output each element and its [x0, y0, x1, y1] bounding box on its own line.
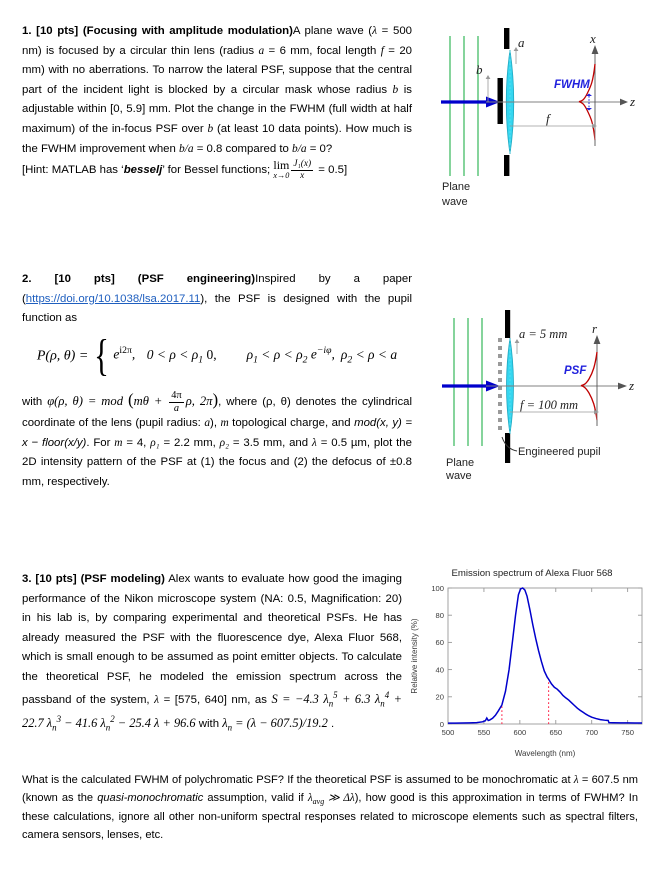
case-condition: $0 < \rho < \rho_1$: [146, 346, 204, 366]
plane-wave-caption-line2: wave: [442, 196, 468, 208]
mod-definition: mod(x, y) = x − floor(x/y): [22, 417, 412, 449]
bessel-fraction: [291, 159, 313, 181]
lambda-symbol-p2: λ: [311, 436, 317, 449]
problem-3-number: 3.: [22, 573, 32, 585]
x-tick-label: 600: [513, 728, 527, 737]
y-tick-label: 40: [435, 665, 444, 675]
case-expression: $e^{-i\varphi}$,: [310, 345, 335, 362]
phi-definition-equation: φ(ρ, θ) = mod (mθ + $\frac{4\pi}{a}$ ρ, 2π): [47, 389, 219, 414]
limit-lim-text: lim: [273, 158, 290, 173]
problem-3-tail-3: assumption, valid if: [203, 791, 308, 804]
problem-1-body-2: = 500 nm) is focused by a circular thin lens (radius: [22, 25, 412, 57]
limit-subscript: x→0: [273, 171, 290, 181]
z-axis-arrow-icon: [618, 383, 627, 390]
x-axis-label: x: [590, 31, 596, 46]
plane-wave-caption-line1: Plane: [442, 181, 471, 193]
problem-1-body-8: = 0?: [306, 142, 333, 155]
bessel-fraction-denominator: x: [300, 170, 305, 181]
problem-2-body-9: = 2.2 mm,: [159, 436, 220, 449]
problem-1-body-5: is adjustable within [0, 5.9] mm. Plot the change in the FWHM (full width at half maximum) of the in-focus PSF over: [22, 83, 412, 136]
lambda-symbol-tail: λ: [573, 774, 579, 786]
psf-label: PSF: [564, 365, 587, 377]
aperture-a-marker: [515, 339, 520, 354]
r-axis-arrow-icon: [594, 335, 601, 344]
problem-2-title: (PSF engineering): [137, 273, 256, 285]
problem-3-title: (PSF modeling): [80, 573, 165, 585]
problem-1-hint-end: = 0.5]: [315, 164, 348, 177]
problem-1: [22, 22, 412, 182]
limit-operator: [273, 159, 289, 181]
plane-wave-caption-line1: Plane: [446, 457, 475, 469]
problem-2-number: 2.: [22, 273, 32, 285]
emission-spectrum-chart: [408, 568, 656, 764]
x-tick-label: 550: [477, 728, 491, 737]
problem-3-tail-2: = 607.5 nm (known as the: [22, 774, 638, 804]
radius-b-symbol: b: [392, 83, 399, 96]
radius-a-symbol: a: [258, 44, 265, 57]
spectrum-polynomial-equation: S = −4.3 $\lambda_n^5 + 6.3$ $\lambda_n^4 + 22.7$ $\lambda_n^3 - 41.6$ $\lambda_n^2 - 25.4$ λ + 96.6: [22, 689, 402, 733]
case-condition: $\rho_2 < \rho < a$: [340, 346, 398, 366]
problem-1-hint-mid: ’ for Bessel functions;: [162, 164, 274, 177]
y-tick-label: 0: [439, 719, 444, 729]
m-symbol: m: [220, 417, 229, 430]
plane-wavefront-lines: [454, 318, 482, 446]
problem-3-body-1: Alex wants to evaluate how good the imaging performance of the Nikon microscope system (NA: 0.5, Magnification: 20) in his lab is, by comparing experimental and theoretical PSFs. He has already measured the PSF with the fluorescence dye, Alexa Fluor 568, which is small enough to be assumed as point emitter objects. To calculate the theoretical PSF, he modeled the emission spectrum across the passband of the system,: [22, 573, 403, 706]
problem-3-tail-4: ), how good is this approximation in terms of FWHM? In these calculations, ignore all other non-uniform spectral responses related to microscope elements such as spectral filters, camera sensors, lenses, etc.: [22, 791, 638, 842]
problem-2-body-7: . For: [86, 436, 115, 449]
central-block-mask: [498, 78, 503, 124]
pupil-function-equation: [22, 330, 412, 380]
problem-1-title: (Focusing with amplitude modulation): [82, 25, 293, 37]
problem-3: [22, 570, 402, 736]
x-axis-arrow-icon: [592, 45, 599, 54]
m-value-symbol: m: [114, 436, 123, 449]
f-value-label: f = 100 mm: [520, 398, 579, 412]
bessel-fraction-numerator: J₁(x): [293, 159, 312, 170]
problem-2-body-11: = 0.5 µm, plot the 2D intensity pattern of the PSF at (1) the focus and (2) the defocus of ±0.8 mm, respectively.: [22, 436, 412, 488]
quasi-monochromatic-term: quasi-monochromatic: [97, 791, 204, 804]
y-axis-label: Relative intensity (%): [410, 618, 419, 694]
chart-title: Emission spectrum of Alexa Fluor 568: [451, 568, 613, 579]
y-tick-label: 100: [431, 583, 444, 593]
case-row: [206, 346, 308, 366]
problem-1-text: [22, 22, 412, 182]
problem-2-body-5: ),: [210, 417, 221, 430]
y-tick-label: 80: [435, 611, 444, 620]
pupil-radius-a-symbol: a: [204, 417, 211, 430]
f-label: f: [546, 111, 550, 126]
four-pi-over-a-fraction: [169, 390, 183, 414]
z-axis-label: z: [630, 94, 636, 109]
problem-2-text: [22, 270, 412, 329]
plane-wave-caption-line2: wave: [446, 470, 472, 482]
problem-2-body-10: = 3.5 mm, and: [229, 436, 312, 449]
pupil-function-lhs: P(ρ, θ) =: [36, 348, 89, 364]
problem-1-body-3: = 6 mm, focal length: [264, 44, 381, 57]
f-dimension-marker: [510, 124, 597, 140]
problem-3-body-4: .: [327, 717, 335, 730]
problem-1-body-1: A plane wave (: [292, 25, 373, 37]
problem-1-body-6: (at least 10 data points). How much is the FWHM improvement when: [22, 123, 412, 155]
b-label: b: [476, 62, 483, 77]
problem-1-body-4: = 20 mm) with no aberrations. To narrow the lateral PSF, suppose that the central part of the incident light is blocked by a circular mask whose radius: [22, 44, 413, 96]
x-tick-label: 500: [441, 728, 455, 737]
rho1-symbol: ρ₁: [150, 436, 160, 449]
radius-b-symbol-2: b: [207, 123, 214, 136]
problem-3-points: [10 pts]: [35, 573, 77, 585]
cases-rows: [113, 344, 397, 367]
case-expression: $e^{i2\pi}$,: [113, 345, 136, 362]
problem-2-body-3: with: [22, 395, 48, 408]
problem-1-hint-open: [Hint: MATLAB has ‘: [22, 164, 124, 177]
figure-2-engineered-pupil-diagram: [424, 308, 648, 483]
problem-3-text: [22, 570, 402, 736]
cases-group: [88, 330, 398, 380]
problem-2-body-4: , where (ρ, θ) denotes the cylindrical coordinate of the lens (pupil radius:: [22, 395, 413, 430]
focal-f-symbol: f: [380, 44, 384, 57]
fwhm-label: FWHM: [554, 79, 590, 91]
fraction-denominator: a: [173, 402, 180, 414]
problem-2: [22, 270, 412, 493]
a-label: a: [518, 35, 525, 50]
rho2-symbol: ρ₂: [219, 436, 230, 449]
problem-1-body-7: = 0.8 compared to: [193, 142, 293, 155]
x-axis-label: Wavelength (nm): [514, 749, 576, 758]
problem-1-number: 1.: [22, 25, 32, 37]
problem-3-tail-1: What is the calculated FWHM of polychromatic PSF? If the theoretical PSF is assumed to be monochromatic at: [22, 774, 574, 786]
problem-3-body-2: = [575, 640] nm, as: [159, 693, 272, 706]
lambda-n-definition-equation: $\lambda_n = (\lambda - 607.5)/19.2$: [222, 715, 328, 733]
problem-2-points: [10 pts]: [54, 273, 115, 285]
problem-3-body-3: with: [195, 717, 223, 730]
engineered-pupil-label: Engineered pupil: [518, 446, 601, 458]
problem-3-tail: [22, 772, 638, 845]
plot-frame: [448, 588, 642, 724]
r-axis-label: r: [592, 321, 598, 336]
case-condition: $\rho_1 < \rho < \rho_2$: [239, 346, 308, 366]
y-tick-label: 60: [435, 638, 444, 648]
problem-3-tail-text: [22, 772, 638, 845]
figure-1-focusing-diagram: [424, 24, 646, 214]
problem-2-body-6: topological charge, and: [228, 417, 355, 430]
x-tick-label: 700: [585, 728, 599, 737]
chart-canvas: [408, 580, 656, 762]
problem-2-body-2: ), the PSF is designed with the pupil function as: [22, 292, 412, 325]
case-row: [113, 345, 204, 366]
left-brace-glyph: {: [94, 330, 110, 380]
case-row: [310, 345, 398, 366]
ratio-ba-2: b/a: [292, 142, 307, 155]
case-expression: 0,: [206, 346, 217, 362]
problem-2-body-8: = 4,: [122, 436, 151, 449]
problem-1-points: [10 pts]: [36, 25, 79, 37]
besselj-keyword: besselj: [123, 164, 163, 177]
problem-2-text-continued: [22, 385, 412, 493]
fraction-numerator: 4π: [171, 389, 182, 401]
y-tick-label: 20: [435, 692, 444, 702]
paper-doi-link[interactable]: https://doi.org/10.1038/lsa.2017.11: [25, 292, 201, 305]
a-value-label: a = 5 mm: [519, 327, 568, 341]
x-tick-label: 750: [621, 728, 634, 737]
z-axis-arrow-icon: [620, 99, 628, 106]
quasi-mono-condition: $\lambda_{avg}$ ≫ Δλ: [307, 791, 355, 807]
problem-2-body-1: Inspired by a paper (: [22, 273, 413, 305]
ratio-ba-1: b/a: [178, 142, 194, 155]
plane-wavefront-lines: [450, 36, 478, 176]
z-axis-label: z: [629, 378, 635, 393]
lambda-symbol-p3: λ: [154, 693, 160, 706]
lambda-symbol: λ: [372, 25, 378, 37]
x-tick-label: 650: [549, 728, 563, 737]
